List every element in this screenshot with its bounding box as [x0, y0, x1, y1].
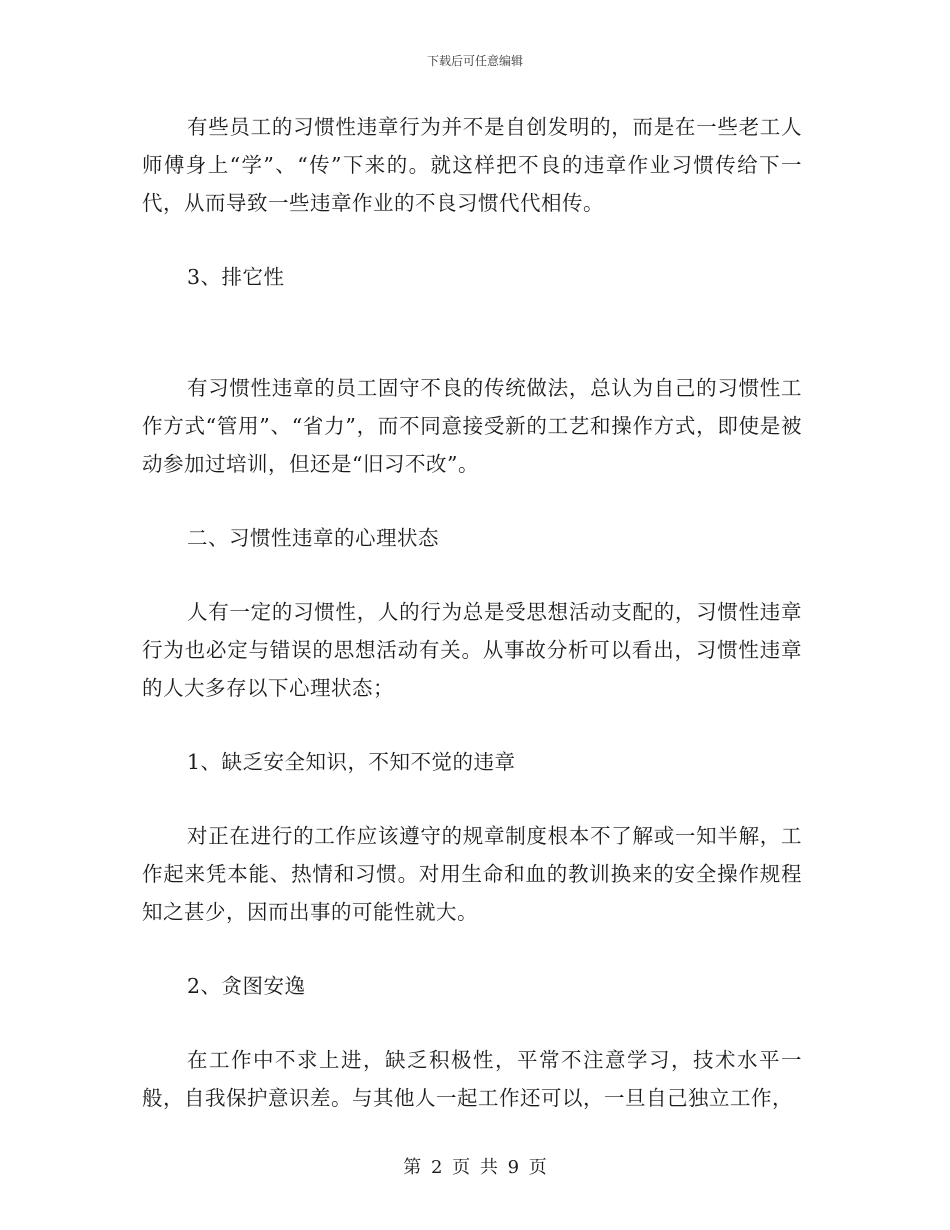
- document-body: [142, 108, 802, 1117]
- paragraph-3: 人有一定的习惯性，人的行为总是受思想活动支配的，习惯性违章行为也必定与错误的思想活动有关。从事故分析可以看出，习惯性违章的人大多存以下心理状态；: [142, 600, 802, 700]
- paragraph-4: 对正在进行的工作应该遵守的规章制度根本不了解或一知半解，工作起来凭本能、热情和习惯。对用生命和血的教训换来的安全操作规程知之甚少，因而出事的可能性就大。: [142, 824, 802, 924]
- heading-exclusivity: 3、排它性: [187, 265, 285, 289]
- page-header-note: 下载后可任意编辑: [426, 54, 523, 68]
- paragraph-5: 在工作中不求上进，缺乏积极性，平常不注意学习，技术水平一般，自我保护意识差。与其他人一起工作还可以，一旦自己独立工作，: [142, 1048, 802, 1110]
- paragraph-1: 有些员工的习惯性违章行为并不是自创发明的，而是在一些老工人师傅身上“学”、“传”下来的。就这样把不良的违章作业习惯传给下一代，从而导致一些违章作业的不良习惯代代相传。: [142, 115, 802, 215]
- page-number-footer: 第 2 页 共 9 页: [403, 1157, 547, 1178]
- heading-psychological-state: 二、习惯性违章的心理状态: [187, 526, 439, 550]
- heading-comfort-seeking: 2、贪图安逸: [187, 974, 306, 998]
- heading-lack-of-knowledge: 1、缺乏安全知识，不知不觉的违章: [187, 750, 516, 774]
- paragraph-2: 有习惯性违章的员工固守不良的传统做法，总认为自己的习惯性工作方式“管用”、“省力”，而不同意接受新的工艺和操作方式，即使是被动参加过培训，但还是“旧习不改”。: [142, 376, 802, 476]
